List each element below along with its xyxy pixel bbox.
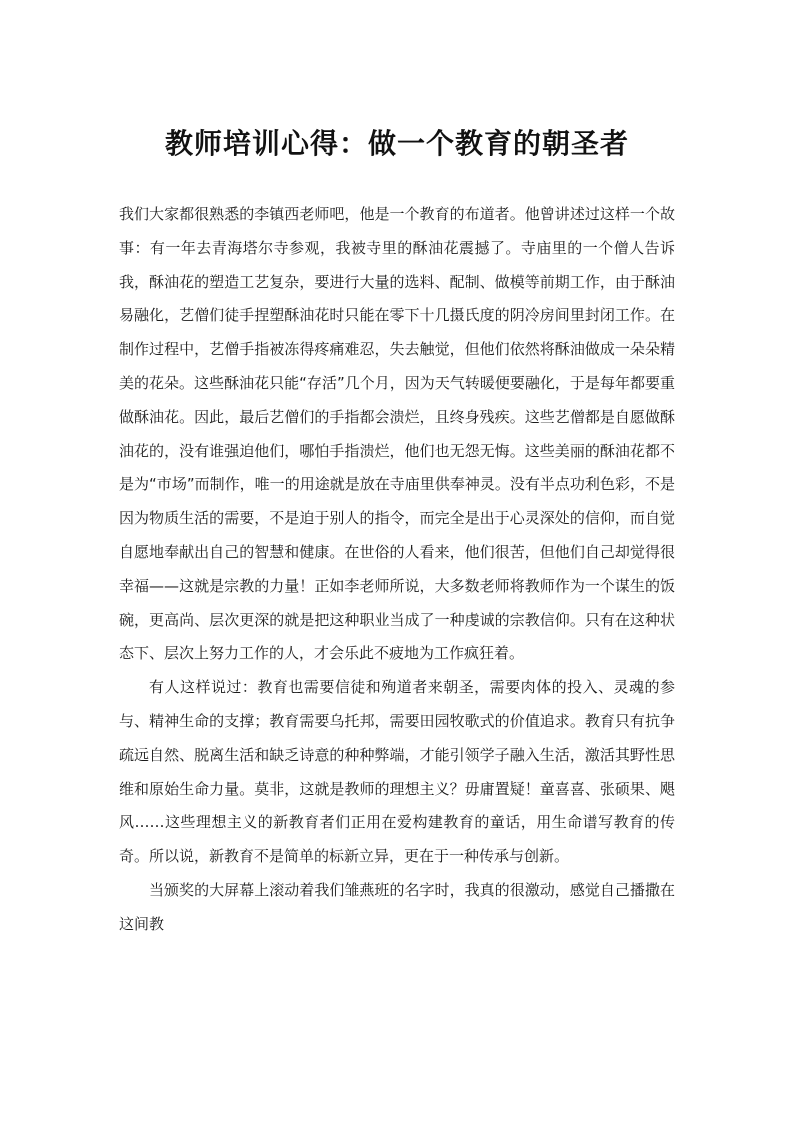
paragraph-1: 我们大家都很熟悉的李镇西老师吧，他是一个教育的布道者。他曾讲述过这样一个故事：有一年去青海塔尔寺参观，我被寺里的酥油花震撼了。寺庙里的一个僧人告诉我，酥油花的塑造工艺复杂，要进行大量的选料、配制、做模等前期工作，由于酥油易融化，艺僧们徒手捏塑酥油花时只能在零下十几摄氏度的阴冷房间里封闭工作。在制作过程中，艺僧手指被冻得疼痛难忍，失去触觉，但他们依然将酥油做成一朵朵精美的花朵。这些酥油花只能“存活”几个月，因为天气转暖便要融化，于是每年都要重做酥油花。因此，最后艺僧们的手指都会溃烂，且终身残疾。这些艺僧都是自愿做酥油花的，没有谁强迫他们，哪怕手指溃烂，他们也无怨无悔。这些美丽的酥油花都不是为“市场”而制作，唯一的用途就是放在寺庙里供奉神灵。没有半点功利色彩，不是因为物质生活的需要，不是迫于别人的指令，而完全是出于心灵深处的信仰，而自觉自愿地奉献出自己的智慧和健康。在世俗的人看来，他们很苦，但他们自己却觉得很幸福——这就是宗教的力量！正如李老师所说，大多数老师将教师作为一个谋生的饭碗，更高尚、层次更深的就是把这种职业当成了一种虔诚的宗教信仰。只有在这种状态下、层次上努力工作的人，才会乐此不疲地为工作疯狂着。: [119, 205, 675, 663]
document-title: 教师培训心得：做一个教育的朝圣者: [164, 127, 629, 160]
paragraph-3: 当颁奖的大屏幕上滚动着我们雏燕班的名字时，我真的很激动，感觉自己播撒在这间教: [119, 880, 675, 933]
document-body: [119, 198, 675, 942]
paragraph-2: 有人这样说过：教育也需要信徒和殉道者来朝圣，需要肉体的投入、灵魂的参与、精神生命的支撑；教育需要乌托邦，需要田园牧歌式的价值追求。教育只有抗争疏远自然、脱离生活和缺乏诗意的种种弊端，才能引领学子融入生活，激活其野性思维和原始生命力量。莫非，这就是教师的理想主义？毋庸置疑！童喜喜、张硕果、飓风……这些理想主义的新教育者们正用在爱构建教育的童话，用生命谱写教育的传奇。所以说，新教育不是简单的标新立异，更在于一种传承与创新。: [119, 678, 675, 866]
